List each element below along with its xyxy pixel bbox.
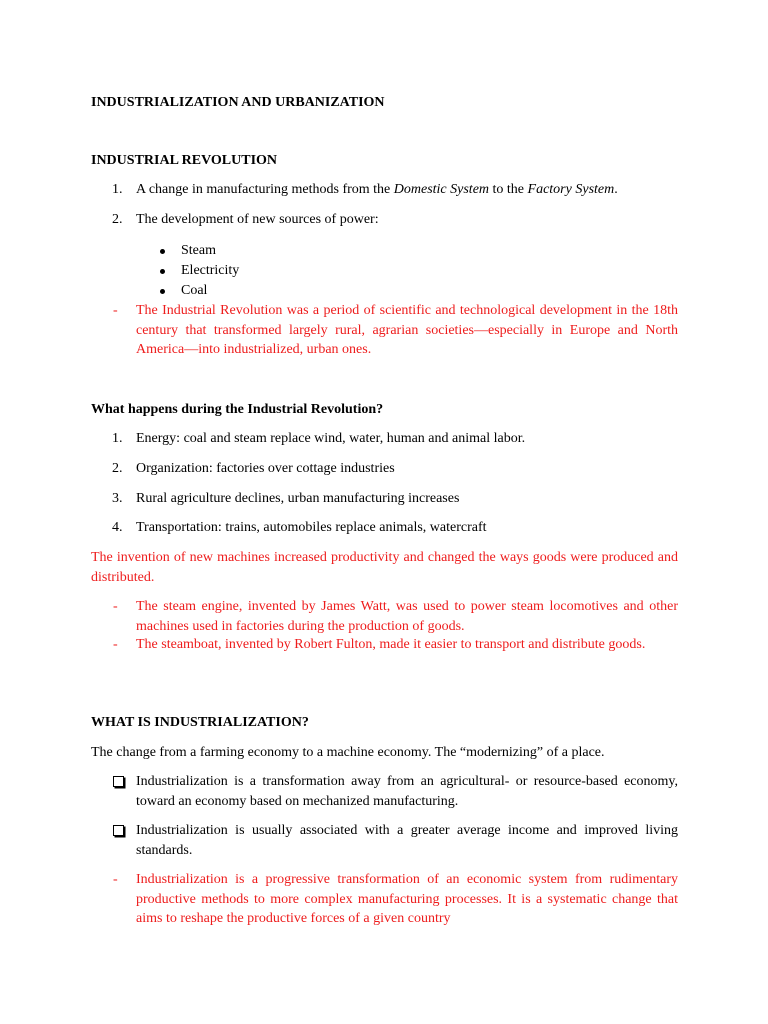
- list-number: 1.: [112, 182, 123, 197]
- bullet-item: Electricity: [181, 263, 240, 278]
- dash-marker: -: [113, 872, 118, 887]
- check-item-text: Industrialization is a transformation away from an agricultural- or resource-based economy, toward an economy based on mechanized manufacturing.: [136, 774, 678, 809]
- list-item-text: Rural agriculture declines, urban manufacturing increases: [136, 491, 460, 506]
- red-note: Industrialization is a progressive transformation of an economic system from rudimentary productive methods to more complex manufacturing processes. It is a systematic change that aims to reshape the productive forces of a given country: [136, 872, 678, 926]
- bullet-dot-icon: [160, 269, 165, 274]
- list-number: 2.: [112, 461, 123, 476]
- list-item-text-part: .: [614, 182, 618, 197]
- list-item-text: [136, 180, 618, 200]
- checkbox-icon: [113, 825, 124, 836]
- list-number: 3.: [112, 491, 123, 506]
- list-item-text: Transportation: trains, automobiles replace animals, watercraft: [136, 520, 487, 535]
- checkbox-icon: [113, 776, 124, 787]
- dash-marker: -: [113, 303, 118, 318]
- red-note: The steam engine, invented by James Watt, was used to power steam locomotives and other machines used in factories during the production of goods.: [136, 599, 678, 634]
- red-paragraph: The invention of new machines increased productivity and changed the ways goods were produced and distributed.: [91, 550, 678, 585]
- list-item-text-part: A change in manufacturing methods from the: [136, 182, 394, 197]
- document-title: INDUSTRIALIZATION AND URBANIZATION: [91, 95, 385, 110]
- list-item-text-part: to the: [489, 182, 528, 197]
- bullet-item: Steam: [181, 243, 216, 258]
- section-heading-what-is-industrialization: WHAT IS INDUSTRIALIZATION?: [91, 715, 309, 730]
- list-number: 4.: [112, 520, 123, 535]
- section-heading-what-happens: What happens during the Industrial Revolution?: [91, 402, 384, 417]
- section-heading-industrial-revolution: INDUSTRIAL REVOLUTION: [91, 153, 278, 168]
- check-item-text: Industrialization is usually associated with a greater average income and improved living standards.: [136, 823, 678, 858]
- list-number: 2.: [112, 212, 123, 227]
- list-item-text: The development of new sources of power:: [136, 212, 379, 227]
- bullet-dot-icon: [160, 249, 165, 254]
- list-number: 1.: [112, 431, 123, 446]
- dash-marker: -: [113, 637, 118, 652]
- dash-marker: -: [113, 599, 118, 614]
- intro-text: The change from a farming economy to a machine economy. The “modernizing” of a place.: [91, 745, 605, 760]
- bullet-item: Coal: [181, 283, 208, 298]
- emphasis-domestic-system: Domestic System: [393, 182, 490, 197]
- bullet-dot-icon: [160, 289, 165, 294]
- list-item-text: Organization: factories over cottage industries: [136, 461, 395, 476]
- red-note: The steamboat, invented by Robert Fulton, made it easier to transport and distribute goods.: [136, 637, 646, 652]
- list-item-text: Energy: coal and steam replace wind, water, human and animal labor.: [136, 431, 526, 446]
- red-note: The Industrial Revolution was a period of scientific and technological development in the 18th century that transformed largely rural, agrarian societies—especially in Europe and North America—into industrialized, urban ones.: [136, 303, 678, 357]
- emphasis-factory-system: Factory System: [527, 182, 615, 197]
